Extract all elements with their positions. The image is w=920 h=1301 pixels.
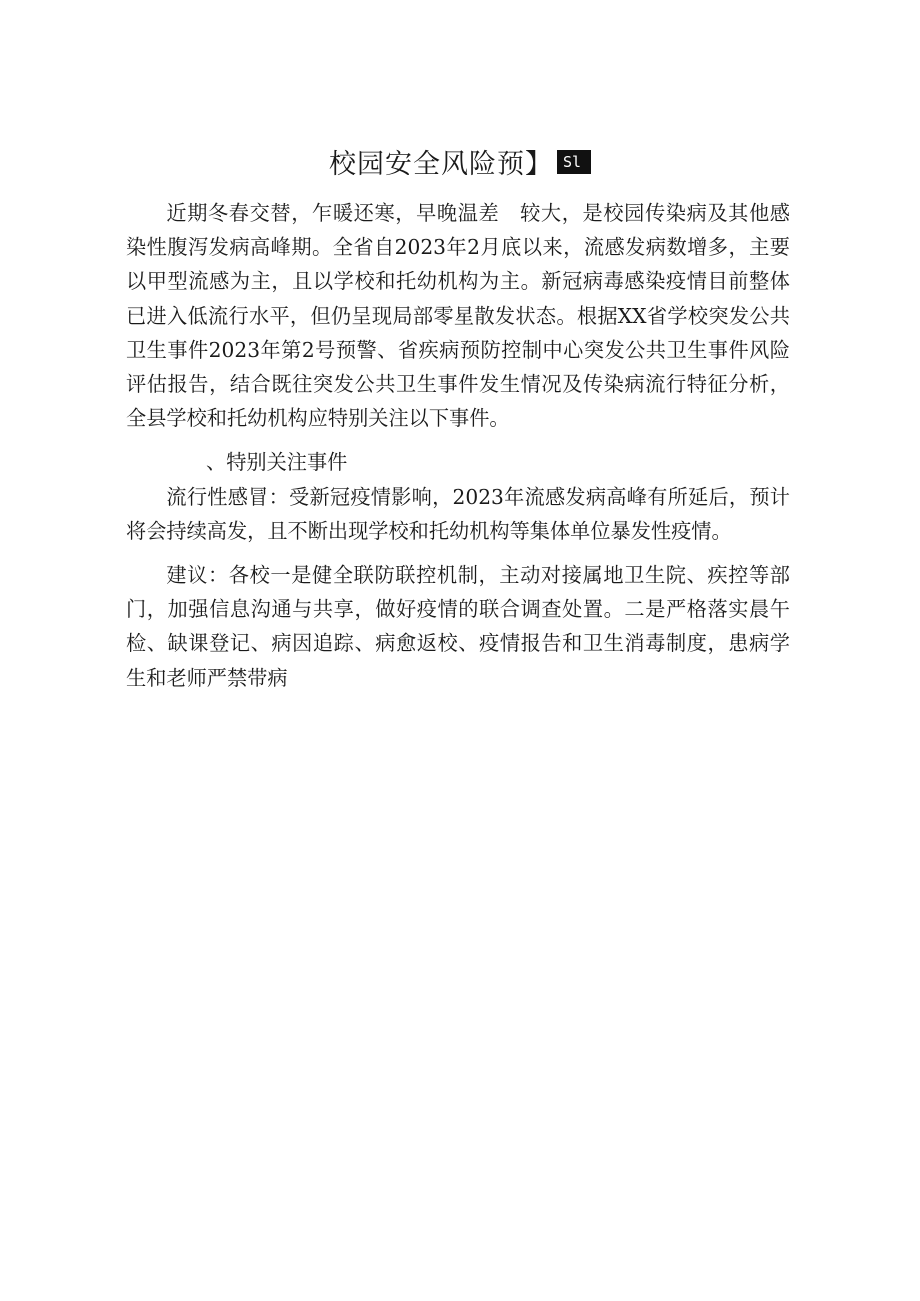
title-row	[0, 142, 920, 181]
section-heading: 、特别关注事件	[206, 450, 348, 475]
suggestion-paragraph: 建议：各校一是健全联防联控机制，主动对接属地卫生院、疾控等部门，加强信息沟通与共享，做好疫情的联合调查处置。二是严格落实晨午检、缺课登记、病因追踪、病愈返校、疫情报告和卫生消毒制度，患病学生和老师严禁带病	[126, 563, 790, 690]
title-tag: Sl	[557, 150, 591, 174]
document-body	[126, 196, 790, 695]
influenza-paragraph: 流行性感冒：受新冠疫情影响，2023年流感发病高峰有所延后，预计将会持续高发，且不断出现学校和托幼机构等集体单位暴发性疫情。	[126, 484, 790, 543]
page-title: 校园安全风险预】	[328, 149, 553, 180]
intro-paragraph: 近期冬春交替，乍暖还寒，早晚温差 较大，是校园传染病及其他感染性腹泻发病高峰期。全省自2023年2月底以来，流感发病数增多，主要以甲型流感为主，且以学校和托幼机构为主。新冠病毒感染疫情目前整体已进入低流行水平，但仍呈现局部零星散发状态。根据XX省学校突发公共卫生事件2023年第2号预警、省疾病预防控制中心突发公共卫生事件风险评估报告，结合既往突发公共卫生事件发生情况及传染病流行特征分析，全县学校和托幼机构应特别关注以下事件。	[126, 201, 790, 431]
